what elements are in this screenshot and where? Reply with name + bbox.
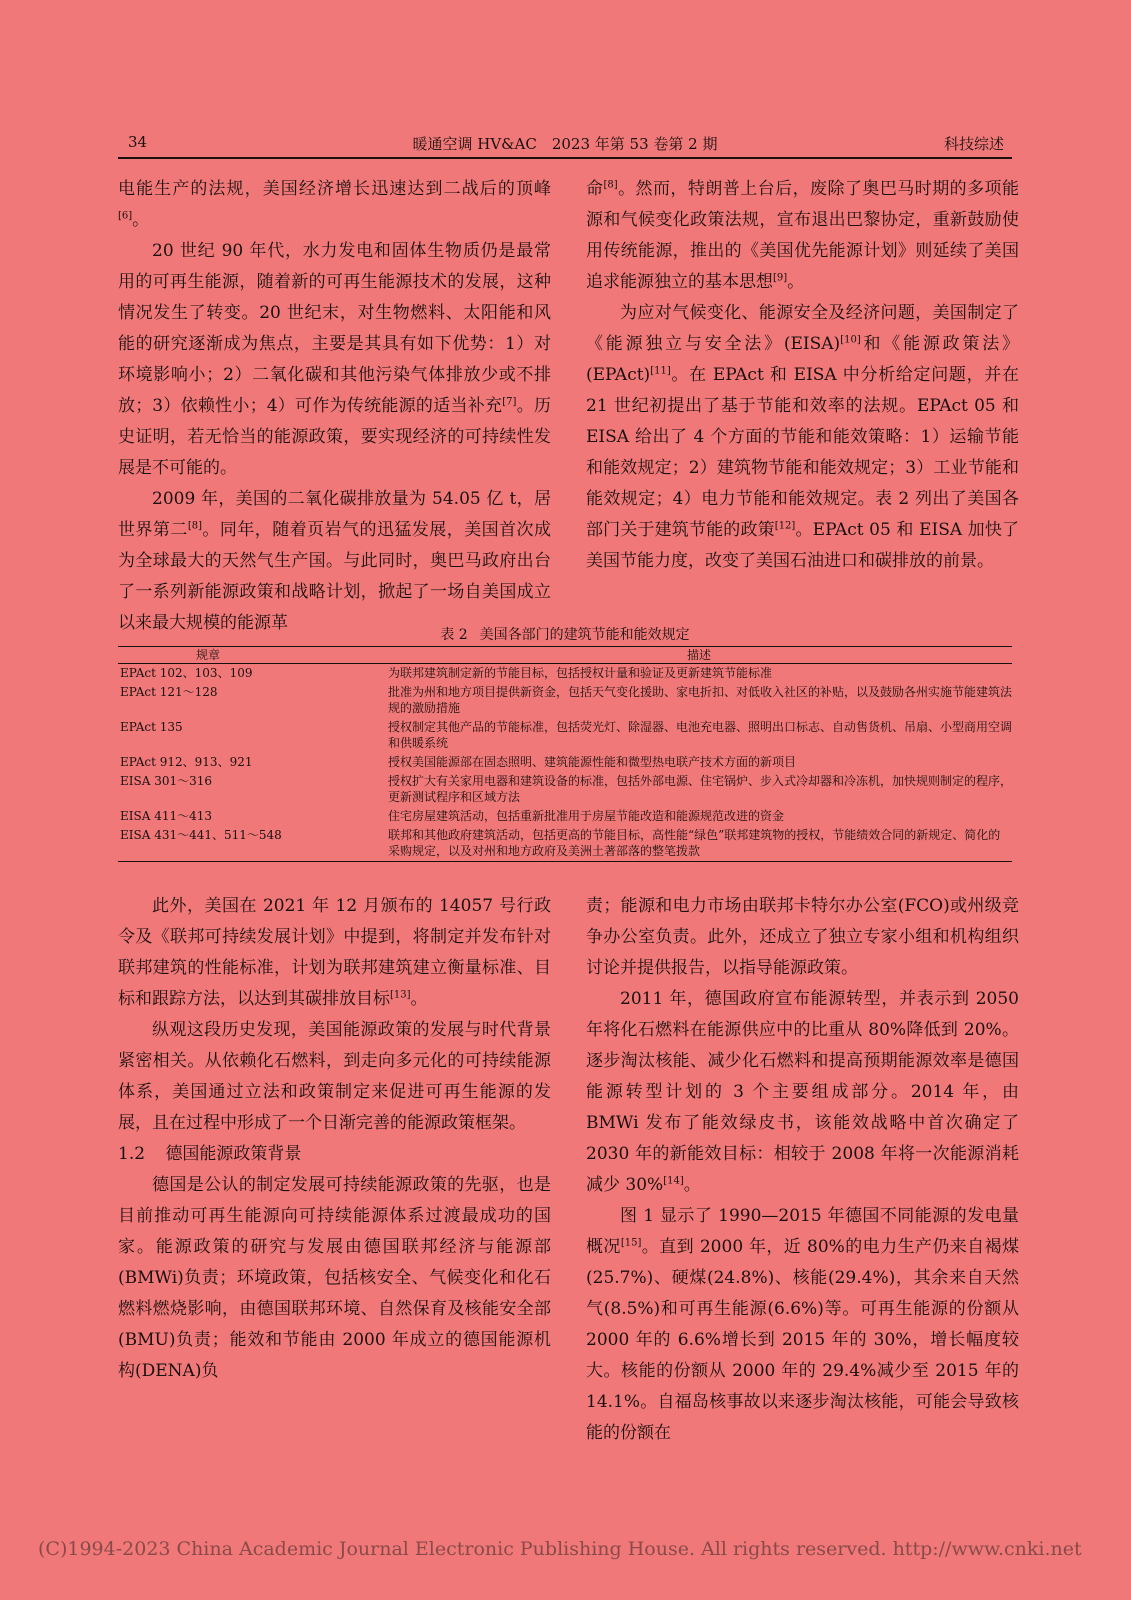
table-row (118, 683, 1012, 718)
right-column-bottom (586, 891, 1019, 1449)
table-row (118, 664, 1012, 684)
table-caption (118, 626, 1012, 644)
page-number: 34 (128, 133, 148, 151)
paragraph: 图 1 显示了 1990—2015 年德国不同能源的发电量概况[15]。直到 2000 年，近 80%的电力生产仍来自褐煤(25.7%)、硬煤(24.8%)、核能(29.4%)，其余来自天然气(8.5%)和可再生能源(6.6%)等。可再生能源的份额从 2000 年的 6.6%增长到 2015 年的 30%，增长幅度较大。核能的份额从 2000 年的 29.4%减少至 2015 年的 14.1%。自福岛核事故以来逐步淘汰核能，可能会导致核能的份额在 (586, 1206, 1020, 1443)
regulation-cell: EPAct 102、103、109 (120, 666, 253, 680)
paragraph: 2009 年，美国的二氧化碳排放量为 54.05 亿 t，居世界第二[8]。同年，随着页岩气的迅猛发展，美国首次成为全球最大的天然气生产国。与此同时，奥巴马政府出台了一系列新能源政策和战略计划，掀起了一场自美国成立以来最大规模的能源革 (118, 489, 552, 633)
citation: [13] (390, 989, 411, 1001)
column-header-description: 描述 (686, 648, 711, 662)
description-cell: 批准为州和地方项目提供新资金，包括天气变化援助、家电折扣、对低收入社区的补贴，以及鼓励各州实施节能建筑法规的激励措施 (388, 685, 1013, 715)
citation: [6] (118, 210, 133, 222)
column-header-regulation: 规章 (196, 648, 221, 662)
description-cell: 联邦和其他政府建筑活动，包括更高的节能目标，高性能“绿色”联邦建筑物的授权，节能绩效合同的新规定、简化的采购规定，以及对州和地方政府及美洲土著部落的整笔拨款 (388, 828, 1001, 858)
description-cell: 授权扩大有关家用电器和建筑设备的标准，包括外部电源、住宅锅炉、步入式冷却器和冷冻机，加快规则制定的程序，更新测试程序和区域方法 (388, 774, 1013, 804)
citation: [8] (187, 520, 202, 532)
page-header (118, 131, 1012, 159)
table-row (118, 753, 1012, 772)
paragraph: 此外，美国在 2021 年 12 月颁布的 14057 号行政令及《联邦可持续发展计划》中提到，将制定并发布针对联邦建筑的性能标准，计划为联邦建筑建立衡量标准、目标和跟踪方法，以达到其碳排放目标[13]。 (118, 896, 551, 1009)
journal-title: 暖通空调 HV&AC 2023 年第 53 卷第 2 期 (412, 135, 718, 153)
table-caption-number: 表 2 (440, 627, 468, 643)
left-column-bottom (118, 891, 551, 1387)
citation: [9] (773, 272, 788, 284)
section-number: 1.2 (118, 1144, 146, 1164)
table-caption-text: 美国各部门的建筑节能和能效规定 (479, 627, 690, 643)
paragraph: 德国是公认的制定发展可持续能源政策的先驱，也是目前推动可再生能源向可持续能源体系过渡最成功的国家。能源政策的研究与发展由德国联邦经济与能源部(BMWi)负责；环境政策，包括核安全、气候变化和化石燃料燃烧影响，由德国联邦环境、自然保育及核能安全部(BMU)负责；能效和节能由 2000 年成立的德国能源机构(DENA)负 (118, 1175, 551, 1381)
paragraph: 2011 年，德国政府宣布能源转型，并表示到 2050 年将化石燃料在能源供应中的比重从 80%降低到 20%。逐步淘汰核能、减少化石燃料和提高预期能源效率是德国能源转型计划的 3 个主要组成部分。2014 年，由 BMWi 发布了能效绿皮书，该能效战略中首次确定了 2030 年的新能效目标：相较于 2008 年将一次能源消耗减少 30%[14]。 (586, 989, 1019, 1195)
table-row (118, 826, 1012, 862)
regulation-cell: EPAct 912、913、921 (120, 755, 253, 769)
paragraph: 20 世纪 90 年代，水力发电和固体生物质仍是最常用的可再生能源，随着新的可再生能源技术的发展，这种情况发生了转变。20 世纪末，对生物燃料、太阳能和风能的研究逐渐成为焦点，主要是其具有如下优势：1）对环境影响小；2）二氧化碳和其他污染气体排放少或不排放；3）依赖性小；4）可作为传统能源的适当补充[7]。历史证明，若无恰当的能源政策，要实现经济的可持续性发展是不可能的。 (118, 241, 551, 478)
right-column-top (586, 174, 1019, 577)
description-cell: 为联邦建筑制定新的节能目标，包括授权计量和验证及更新建筑节能标准 (388, 666, 773, 680)
paragraph: 电能生产的法规，美国经济增长迅速达到二战后的顶峰[6]。 (118, 179, 551, 230)
copyright-footer: (C)1994-2023 China Academic Journal Electronic Publishing House. All rights reserved. http://www.cnki.net (38, 1538, 1082, 1560)
policy-table (118, 646, 1012, 862)
table-row (118, 772, 1012, 807)
citation: [12] (774, 520, 796, 532)
citation: [11] (650, 365, 671, 377)
description-cell: 授权制定其他产品的节能标准，包括荧光灯、除湿器、电池充电器、照明出口标志、自动售货机、吊扇、小型商用空调和供暖系统 (388, 720, 1013, 750)
citation: [8] (603, 179, 618, 191)
table-row (118, 718, 1012, 753)
regulation-cell: EISA 411～413 (120, 809, 213, 823)
description-cell: 住宅房屋建筑活动，包括重新批准用于房屋节能改造和能源规范改进的资金 (388, 809, 785, 823)
table-2 (118, 626, 1012, 862)
regulation-cell: EPAct 121～128 (120, 685, 218, 699)
citation: [14] (663, 1175, 684, 1187)
regulation-cell: EISA 431～441、511～548 (120, 828, 282, 842)
left-column-top (118, 174, 551, 639)
citation: [15] (620, 1237, 642, 1249)
section-name: 科技综述 (943, 135, 1004, 153)
paragraph: 责；能源和电力市场由联邦卡特尔办公室(FCO)或州级竞争办公室负责。此外，还成立了独立专家小组和机构组织讨论并提供报告，以指导能源政策。 (586, 896, 1019, 978)
section-heading (118, 1139, 551, 1170)
paragraph: 纵观这段历史发现，美国能源政策的发展与时代背景紧密相关。从依赖化石燃料，到走向多元化的可持续能源体系，美国通过立法和政策制定来促进可再生能源的发展，且在过程中形成了一个日渐完善的能源政策框架。 (118, 1020, 551, 1133)
citation: [10] (840, 334, 861, 346)
regulation-cell: EPAct 135 (120, 720, 183, 734)
paragraph: 为应对气候变化、能源安全及经济问题，美国制定了《能源独立与安全法》(EISA)[10]和《能源政策法》(EPAct)[11]。在 EPAct 和 EISA 中分析给定问题，并在 21 世纪初提出了基于节能和效率的法规。EPAct 05 和 EISA 给出了 4 个方面的节能和能效策略：1）运输节能和能效规定；2）建筑物节能和能效规定；3）工业节能和能效规定；4）电力节能和能效规定。表 2 列出了美国各部门关于建筑节能的政策[12]。EPAct 05 和 EISA 加快了美国节能力度，改变了美国石油进口和碳排放的前景。 (586, 303, 1020, 571)
description-cell: 授权美国能源部在固态照明、建筑能源性能和微型热电联产技术方面的新项目 (388, 755, 797, 769)
paragraph: 命[8]。然而，特朗普上台后，废除了奥巴马时期的多项能源和气候变化政策法规，宣布退出巴黎协定，重新鼓励使用传统能源，推出的《美国优先能源计划》则延续了美国追求能源独立的基本思想[9]。 (586, 179, 1020, 292)
citation: [7] (502, 396, 517, 408)
table-row (118, 807, 1012, 826)
regulation-cell: EISA 301～316 (120, 774, 213, 788)
table-header-row (118, 647, 1012, 664)
section-title: 德国能源政策背景 (165, 1144, 302, 1164)
